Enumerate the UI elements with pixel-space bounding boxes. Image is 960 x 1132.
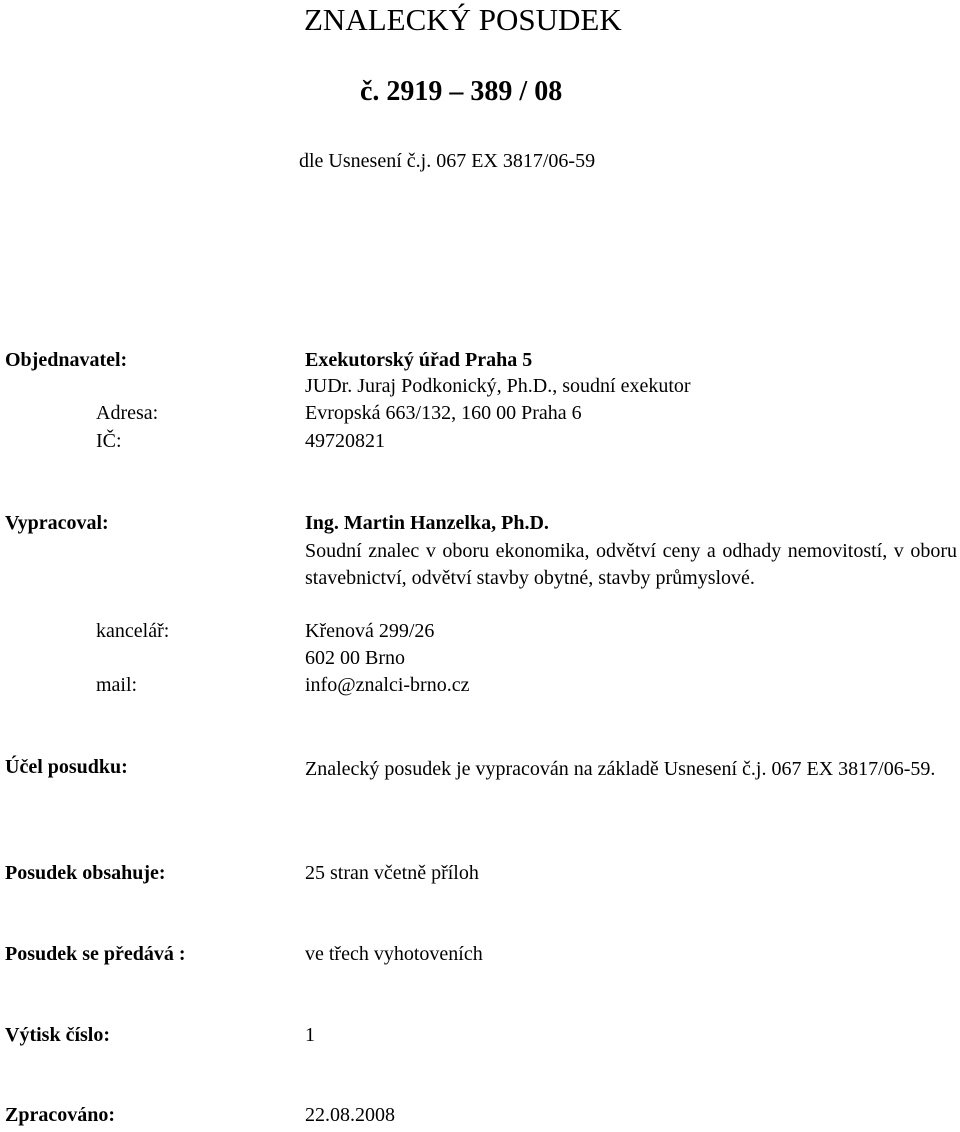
mail-address: info@znalci-brno.cz [305, 674, 470, 696]
orderer-ic-label: IČ: [96, 430, 122, 452]
orderer-address: Evropská 663/132, 160 00 Praha 6 [305, 402, 582, 424]
author-name: Ing. Martin Hanzelka, Ph.D. [305, 512, 549, 534]
author-label: Vypracoval: [5, 512, 109, 534]
processed-label: Zpracováno: [5, 1104, 115, 1126]
orderer-address-label: Adresa: [96, 402, 159, 424]
orderer-name: Exekutorský úřad Praha 5 [305, 349, 533, 371]
author-description: Soudní znalec v oboru ekonomika, odvětví ceny a odhady nemovitostí, v oboru stavebnictví, odvětví stavby obytné, stavby průmyslové. [305, 540, 957, 589]
copy-label: Výtisk číslo: [5, 1024, 110, 1046]
orderer-label: Objednavatel: [5, 349, 128, 371]
purpose-text: Znalecký posudek je vypracován na základě Usnesení č.j. 067 EX 3817/06-59. [305, 758, 936, 780]
contents-label: Posudek obsahuje: [5, 862, 166, 884]
contents-value: 25 stran včetně příloh [305, 862, 479, 884]
orderer-person: JUDr. Juraj Podkonický, Ph.D., soudní exekutor [305, 375, 691, 397]
delivery-value: ve třech vyhotoveních [305, 943, 483, 965]
resolution-reference: dle Usnesení č.j. 067 EX 3817/06-59 [299, 150, 596, 172]
office-city: 602 00 Brno [305, 647, 405, 669]
purpose-label: Účel posudku: [5, 756, 128, 778]
document-number: č. 2919 – 389 / 08 [360, 76, 563, 107]
processed-date: 22.08.2008 [305, 1104, 395, 1126]
mail-label: mail: [96, 674, 138, 696]
office-street: Křenová 299/26 [305, 620, 435, 642]
delivery-label: Posudek se předává : [5, 943, 186, 965]
copy-value: 1 [305, 1024, 315, 1046]
document-title: ZNALECKÝ POSUDEK [304, 2, 622, 37]
office-label: kancelář: [96, 620, 170, 642]
orderer-ic: 49720821 [305, 430, 385, 452]
